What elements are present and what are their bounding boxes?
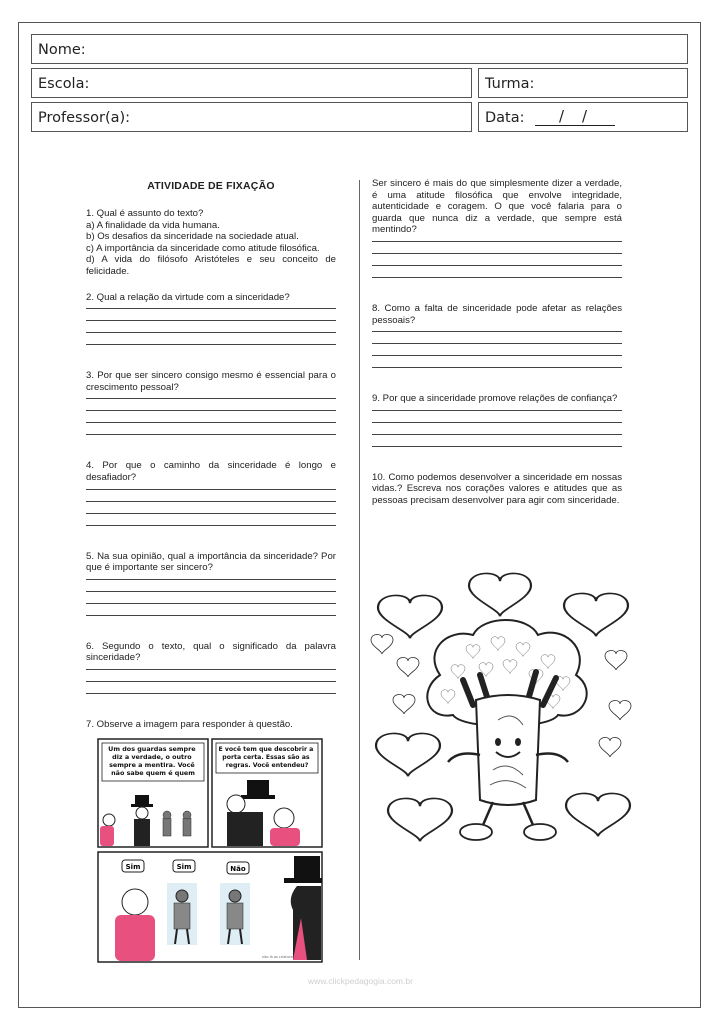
- teacher-field[interactable]: [31, 102, 472, 132]
- question-8: 8. Como a falta de sinceridade pode afetar as relações pessoais?: [372, 302, 622, 326]
- comic-credit: não lá as criaturas: [262, 955, 295, 959]
- speech-bubble-nao: [227, 862, 249, 874]
- comic-strip: [97, 738, 324, 964]
- spacer: [86, 537, 336, 551]
- question-7: 7. Observe a imagem para responder à questão.: [86, 718, 293, 730]
- heart-icon[interactable]: [566, 793, 630, 836]
- question-10: 10. Como podemos desenvolver a sinceridade em nossas vidas.? Escreva nos corações valores e atitudes que as pessoas precisam desenvolver para agir com sinceridade.: [372, 471, 622, 506]
- panel2-line: porta certa. Essas são as: [222, 754, 310, 761]
- spacer: [372, 289, 622, 303]
- panel2-line: E você tem que descobrir a: [218, 746, 314, 753]
- speech-bubble-sim: [173, 860, 195, 872]
- question-3: 3. Por que ser sincero consigo mesmo é essencial para o crescimento pessoal?: [86, 370, 336, 393]
- bubble-sim-text: Sim: [176, 863, 192, 871]
- option-b[interactable]: b) Os desafios da sinceridade na sociedade atual.: [86, 231, 299, 243]
- spacer: [86, 278, 336, 292]
- spacer: [86, 705, 336, 719]
- question-1: [86, 208, 336, 278]
- speech-bubble-sim: [122, 860, 144, 872]
- column-divider: [359, 180, 360, 960]
- tree-foot: [524, 824, 556, 840]
- answer-lines-3[interactable]: [86, 398, 336, 446]
- class-label: Turma:: [485, 76, 535, 92]
- activity-title: ATIVIDADE DE FIXAÇÃO: [147, 180, 275, 192]
- date-field[interactable]: [478, 102, 688, 132]
- bubble-sim-text: Sim: [125, 863, 141, 871]
- option-a[interactable]: a) A finalidade da vida humana.: [86, 219, 220, 231]
- panel1-line: sempre a mentira. Você: [109, 761, 195, 769]
- right-column: [372, 178, 622, 507]
- spacer: [86, 356, 336, 370]
- question-5: 5. Na sua opinião, qual a importância da sinceridade? Por que é importante ser sincero?: [86, 550, 336, 574]
- answer-lines-6[interactable]: [86, 669, 336, 705]
- option-c[interactable]: c) A importância da sinceridade como atitude filosófica.: [86, 242, 320, 254]
- tree-foot: [460, 824, 492, 840]
- heart-icon[interactable]: [393, 694, 415, 714]
- option-d[interactable]: d) A vida do filósofo Aristóteles e seu conceito de felicidade.: [86, 254, 336, 277]
- panel1-line: Um dos guardas sempre: [108, 745, 196, 753]
- date-separator: /: [559, 107, 565, 125]
- svg-text:Um dos guardas sempre diz: [108, 745, 198, 777]
- question-4: 4. Por que o caminho da sinceridade é longo e desafiador?: [86, 460, 336, 483]
- spacer: [372, 379, 622, 393]
- answer-lines-7[interactable]: [372, 241, 622, 289]
- heart-icon[interactable]: [376, 733, 440, 776]
- question-9: 9. Por que a sinceridade promove relações de confiança?: [372, 393, 618, 405]
- heart-icon[interactable]: [599, 737, 621, 757]
- heart-icon[interactable]: [469, 573, 531, 616]
- spacer: [86, 446, 336, 460]
- guard-icon: [167, 883, 197, 945]
- svg-text:E você tem que descobrir a: [219, 745, 316, 769]
- answer-lines-5[interactable]: [86, 579, 336, 627]
- class-field[interactable]: [478, 68, 688, 98]
- heart-icon[interactable]: [378, 595, 442, 638]
- panel2-line: regras. Você entendeu?: [225, 762, 309, 769]
- answer-lines-9[interactable]: [372, 410, 622, 458]
- spacer: [372, 458, 622, 472]
- question-2: 2. Qual a relação da virtude com a sinceridade?: [86, 291, 290, 303]
- heart-icon[interactable]: [609, 700, 631, 720]
- left-column: [86, 178, 336, 731]
- panel1-line: não sabe quem é quem: [111, 769, 195, 777]
- answer-lines-4[interactable]: [86, 489, 336, 537]
- date-label: Data:: [485, 110, 525, 126]
- name-field[interactable]: [31, 34, 688, 64]
- panel1-line: diz a verdade, o outro: [112, 753, 192, 761]
- question-1-text: 1. Qual é assunto do texto?: [86, 208, 204, 219]
- heart-icon[interactable]: [564, 593, 628, 636]
- heart-icon[interactable]: [388, 798, 452, 841]
- school-field[interactable]: [31, 68, 472, 98]
- guard-icon: [220, 883, 250, 945]
- tree-trunk: [476, 695, 540, 805]
- heart-icon[interactable]: [605, 650, 627, 670]
- date-underline: [535, 125, 615, 126]
- question-7-prompt: Ser sincero é mais do que simplesmente dizer a verdade, é uma atitude filosófica que envolve integridade, autenticidade e coragem. O que você falaria para o guarda que nunca diz a verdade, que sempre está mentindo?: [372, 178, 622, 236]
- school-label: Escola:: [38, 76, 90, 92]
- question-6: 6. Segundo o texto, qual o significado da palavra sinceridade?: [86, 640, 336, 664]
- heart-icon[interactable]: [397, 657, 419, 677]
- answer-lines-2[interactable]: [86, 308, 336, 356]
- footer-watermark: www.clickpedagogia.com.br: [308, 976, 413, 986]
- name-label: Nome:: [38, 42, 86, 58]
- heart-icon[interactable]: [371, 634, 393, 654]
- teacher-label: Professor(a):: [38, 110, 131, 126]
- date-separator: /: [582, 107, 588, 125]
- spacer: [86, 627, 336, 641]
- bubble-nao-text: Não: [230, 865, 246, 873]
- answer-lines-8[interactable]: [372, 331, 622, 379]
- heart-tree-illustration: [368, 570, 638, 855]
